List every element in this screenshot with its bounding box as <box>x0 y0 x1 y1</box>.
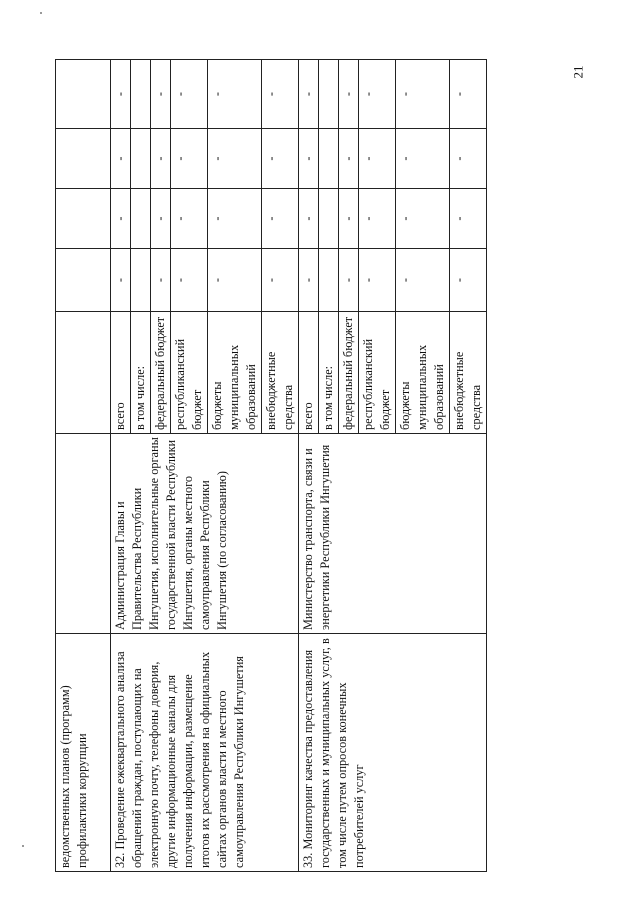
amount-cell: - <box>359 249 396 312</box>
measure-cell: 32. Проведение ежеквартального анализа обращений граждан, поступающих на электронную почту, телефоны доверия, другие информационные каналы для получения информации, размещение итогов их рассмотрения на официальных сайтах органов власти и местного самоуправления Республики Ингушетия <box>111 634 299 872</box>
funding-source-cell: внебюджетные средства <box>262 312 299 434</box>
amount-cell <box>131 60 151 129</box>
funding-source-cell: в том числе: <box>131 312 151 434</box>
table-row <box>111 60 131 872</box>
amount-cell: - <box>171 189 208 249</box>
amount-cell <box>131 249 151 312</box>
amount-cell <box>319 189 339 249</box>
funding-table <box>55 59 487 872</box>
scan-speck <box>22 845 24 847</box>
amount-cell: - <box>450 60 487 129</box>
amount-cell: - <box>396 189 450 249</box>
continuation-cell: ведомственных планов (программ) профилактики коррупции <box>56 634 111 872</box>
amount-cell: - <box>208 189 262 249</box>
amount-cell: - <box>111 129 131 189</box>
amount-cell: - <box>208 249 262 312</box>
amount-cell: - <box>450 249 487 312</box>
amount-cell: - <box>339 129 359 189</box>
funding-source-cell: федеральный бюджет <box>339 312 359 434</box>
amount-cell: - <box>151 129 171 189</box>
executor-cell: Администрация Главы и Правительства Республики Ингушетия, исполнительные органы государственной власти Республики Ингушетия, органы местного самоуправления Республики Ингушетия (по согласованию) <box>111 434 299 634</box>
amount-cell: - <box>339 60 359 129</box>
amount-cell: - <box>171 129 208 189</box>
amount-cell: - <box>151 189 171 249</box>
amount-cell: - <box>299 60 319 129</box>
amount-cell: - <box>339 189 359 249</box>
amount-cell: - <box>262 249 299 312</box>
table-row <box>56 60 111 872</box>
amount-cell: - <box>262 189 299 249</box>
funding-source-cell: всего <box>111 312 131 434</box>
amount-cell: - <box>111 189 131 249</box>
amount-cell: - <box>450 189 487 249</box>
amount-cell <box>131 129 151 189</box>
amount-cell: - <box>299 189 319 249</box>
amount-cell: - <box>111 60 131 129</box>
amount-cell <box>131 189 151 249</box>
executor-cell: Министерство транспорта, связи и энергетики Республики Ингушетия <box>299 434 487 634</box>
amount-cell <box>319 60 339 129</box>
amount-cell: - <box>396 60 450 129</box>
amount-cell: - <box>262 60 299 129</box>
page-number: 21 <box>570 65 586 79</box>
amount-cell: - <box>208 60 262 129</box>
table-body <box>56 60 487 872</box>
funding-source-cell: всего <box>299 312 319 434</box>
amount-cell: - <box>396 129 450 189</box>
funding-source-cell: республиканский бюджет <box>359 312 396 434</box>
funding-source-cell: в том числе: <box>319 312 339 434</box>
amount-cell: - <box>262 129 299 189</box>
funding-source-cell: бюджеты муниципальных образований <box>396 312 450 434</box>
amount-cell: - <box>359 129 396 189</box>
amount-cell: - <box>299 249 319 312</box>
amount-cell <box>319 249 339 312</box>
amount-cell: - <box>339 249 359 312</box>
amount-cell: - <box>396 249 450 312</box>
measure-cell: 33. Мониторинг качества предоставления государственных и муниципальных услуг, в том числе путем опросов конечных потребителей услуг <box>299 634 487 872</box>
amount-cell: - <box>359 60 396 129</box>
amount-cell: - <box>151 60 171 129</box>
funding-source-cell: внебюджетные средства <box>450 312 487 434</box>
funding-source-cell: федеральный бюджет <box>151 312 171 434</box>
amount-cell: - <box>171 60 208 129</box>
amount-cell: - <box>208 129 262 189</box>
amount-cell: - <box>359 189 396 249</box>
amount-cell: - <box>151 249 171 312</box>
amount-cell: - <box>111 249 131 312</box>
scan-speck <box>40 12 42 14</box>
amount-cell <box>319 129 339 189</box>
funding-source-cell: бюджеты муниципальных образований <box>208 312 262 434</box>
amount-cell: - <box>171 249 208 312</box>
amount-cell: - <box>450 129 487 189</box>
rotated-table-wrapper <box>55 59 487 872</box>
funding-source-cell: республиканский бюджет <box>171 312 208 434</box>
amount-cell: - <box>299 129 319 189</box>
table-row <box>299 60 319 872</box>
